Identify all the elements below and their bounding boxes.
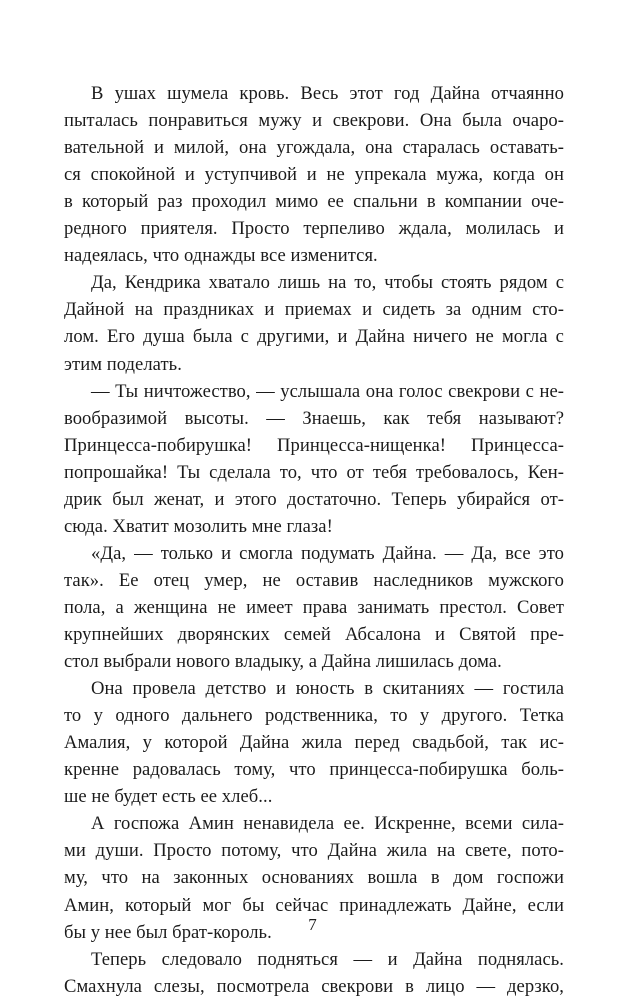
text-line: этим поделать.	[64, 353, 182, 375]
text-line: пола, а женщина не имеет права занимать престол. Совет	[64, 596, 564, 618]
text-line: Принцесса-побирушка! Принцесса-нищенка! Принцесса-	[64, 434, 564, 456]
text-line: кренне радовалась тому, что принцесса-побирушка боль-	[64, 759, 564, 781]
page-number: 7	[308, 915, 317, 934]
text-line: ся спокойной и уступчивой и не упрекала мужа, когда он	[64, 164, 564, 186]
text-line: Смахнула слезы, посмотрела свекрови в лицо — дерзко,	[64, 975, 564, 997]
text-line: Амалия, у которой Дайна жила перед свадьбой, так ис-	[64, 732, 564, 754]
text-line: му, что на законных основаниях вошла в дом госпожи	[64, 867, 564, 889]
text-line: А госпожа Амин ненавидела ее. Искренне, всеми сила-	[91, 813, 564, 835]
text-line: то у одного дальнего родственника, то у другого. Тетка	[64, 705, 564, 727]
text-line: лом. Его душа была с другими, и Дайна ничего не могла с	[64, 326, 564, 348]
text-line: В ушах шумела кровь. Весь этот год Дайна отчаянно	[91, 83, 564, 104]
text-line: крупнейших дворянских семей Абсалона и Святой пре-	[64, 624, 564, 645]
text-line: так». Ее отец умер, не оставив наследников мужского	[64, 569, 564, 591]
text-line: ми души. Просто потому, что Дайна жила на свете, пото-	[64, 840, 564, 862]
text-line: Теперь следовало подняться — и Дайна поднялась.	[91, 948, 564, 970]
text-line: бы у нее был брат-король.	[64, 921, 272, 943]
text-line: в который раз проходил мимо ее спальни в компании оче-	[64, 191, 564, 213]
text-line: Амин, который мог бы сейчас принадлежать Дайне, если	[64, 894, 564, 916]
text-line: вообразимой высоты. — Знаешь, как тебя называют?	[64, 407, 564, 429]
text-line: ше не будет есть ее хлеб...	[64, 786, 273, 808]
text-line: Дайной на праздниках и приемах и сидеть за одним сто-	[64, 299, 564, 321]
text-line: Да, Кендрика хватало лишь на то, чтобы стоять рядом с	[91, 272, 564, 294]
text-line: дрик был женат, и этого достаточно. Теперь убирайся от-	[64, 488, 564, 510]
text-line: — Ты ничтожество, — услышала она голос свекрови с не-	[91, 380, 564, 402]
text-line: сюда. Хватит мозолить мне глаза!	[64, 515, 333, 537]
text-line: стол выбрали нового владыку, а Дайна лишилась дома.	[64, 651, 502, 673]
text-line: пыталась понравиться мужу и свекрови. Она была очаро-	[64, 110, 564, 132]
text-line: редного приятеля. Просто терпеливо ждала, молилась и	[64, 218, 564, 240]
text-line: надеялась, что однажды все изменится.	[64, 245, 378, 267]
text-line: вательной и милой, она угождала, она старалась оставать-	[64, 137, 564, 159]
text-line: Она провела детство и юность в скитаниях — гостила	[91, 678, 564, 700]
text-line: «Да, — только и смогла подумать Дайна. — Да, все это	[91, 542, 564, 564]
text-line: попрошайка! Ты сделала то, что от тебя требовалось, Кен-	[64, 461, 564, 483]
